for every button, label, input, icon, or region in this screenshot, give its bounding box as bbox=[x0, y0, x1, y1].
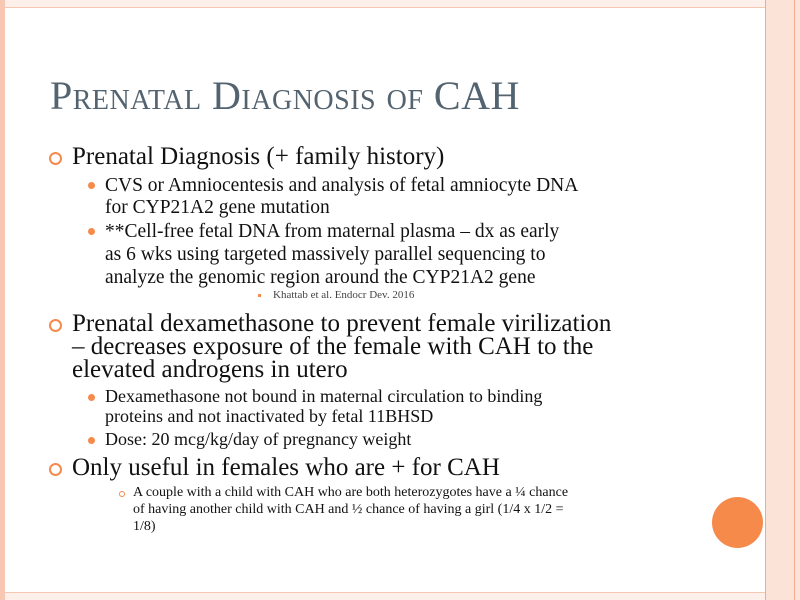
frame-top-line bbox=[5, 7, 765, 8]
sub-bullet-not-bound-line-2: proteins and not inactivated by fetal 11BHSD bbox=[105, 406, 434, 426]
sub-bullet-not-bound-line-1: Dexamethasone not bound in maternal circulation to binding bbox=[105, 386, 543, 406]
bullet-dex-line-3: elevated androgens in utero bbox=[72, 356, 348, 383]
sub-bullet-cvs-line-1: CVS or Amniocentesis and analysis of fetal amniocyte DNA bbox=[105, 175, 579, 196]
frame-left-border bbox=[0, 0, 5, 600]
sub-bullet-dose: Dose: 20 mcg/kg/day of pregnancy weight bbox=[105, 429, 412, 449]
slide-title: Prenatal Diagnosis of CAH bbox=[50, 73, 520, 118]
frame-bottom-line bbox=[5, 592, 765, 593]
frame-right-line-inner bbox=[765, 0, 766, 600]
sub-bullet-het-line-1: A couple with a child with CAH who are both heterozygotes have a ¼ chance bbox=[133, 485, 569, 500]
filled-circle-bullet-icon bbox=[88, 437, 95, 444]
square-bullet-icon bbox=[258, 294, 261, 297]
hollow-circle-bullet-icon bbox=[49, 152, 62, 165]
sub-bullet-cfdna-line-1: **Cell-free fetal DNA from maternal plasma – dx as early bbox=[105, 221, 560, 242]
bullet-dex-line-2: – decreases exposure of the female with CAH to the bbox=[72, 333, 594, 360]
frame-top-border bbox=[5, 0, 765, 7]
sub-bullet-cfdna-line-2: as 6 wks using targeted massively parallel sequencing to bbox=[105, 244, 546, 265]
sub-bullet-het-line-3: 1/8) bbox=[133, 519, 156, 534]
citation-khattab: Khattab et al. Endocr Dev. 2016 bbox=[273, 289, 415, 301]
bullet-dex-line-1: Prenatal dexamethasone to prevent female virilization bbox=[72, 310, 612, 337]
filled-circle-bullet-icon bbox=[88, 228, 95, 235]
filled-circle-bullet-icon bbox=[88, 394, 95, 401]
small-hollow-circle-bullet-icon bbox=[119, 491, 125, 497]
hollow-circle-bullet-icon bbox=[49, 463, 62, 476]
sub-bullet-het-line-2: of having another child with CAH and ½ chance of having a girl (1/4 x 1/2 = bbox=[133, 502, 564, 517]
frame-bottom-border bbox=[5, 593, 765, 600]
bullet-only-useful: Only useful in females who are + for CAH bbox=[72, 454, 500, 481]
hollow-circle-bullet-icon bbox=[49, 319, 62, 332]
sub-bullet-cvs-line-2: for CYP21A2 gene mutation bbox=[105, 197, 330, 218]
filled-circle-bullet-icon bbox=[88, 182, 95, 189]
bullet-prenatal-diagnosis: Prenatal Diagnosis (+ family history) bbox=[72, 143, 445, 170]
sub-bullet-cfdna-line-3: analyze the genomic region around the CYP21A2 gene bbox=[105, 267, 536, 288]
decorative-orange-circle bbox=[712, 497, 763, 548]
frame-right-line-outer bbox=[794, 0, 795, 600]
